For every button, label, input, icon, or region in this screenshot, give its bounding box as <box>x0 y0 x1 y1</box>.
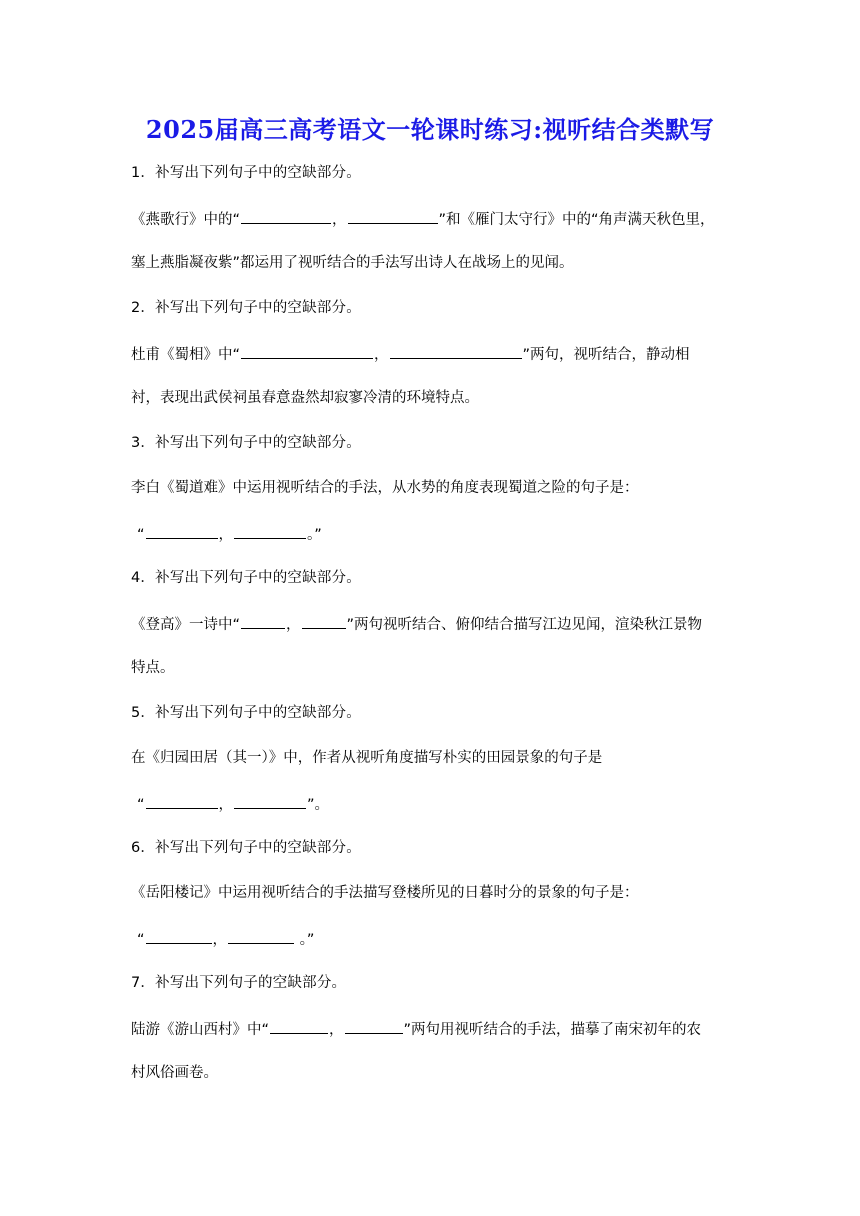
question-7-heading: 7．补写出下列句子的空缺部分。 <box>131 975 347 991</box>
question-3-text-mid: ， <box>218 527 234 543</box>
question-3-text-pre: “ <box>137 527 145 543</box>
question-3-heading: 3．补写出下列句子中的空缺部分。 <box>131 435 361 451</box>
question-5-text-post: ”。 <box>307 797 330 813</box>
question-7-text-pre: 陆游《游山西村》中“ <box>131 1022 270 1038</box>
question-6-heading: 6．补写出下列句子中的空缺部分。 <box>131 840 361 856</box>
question-3-text-line2 <box>137 523 749 545</box>
question-5-heading: 5．补写出下列句子中的空缺部分。 <box>131 705 361 721</box>
blank-field[interactable] <box>241 343 373 359</box>
blank-field[interactable] <box>241 613 285 629</box>
question-2-text-pre: 杜甫《蜀相》中“ <box>131 347 241 363</box>
blank-field[interactable] <box>302 613 346 629</box>
question-6-text-line2 <box>137 928 749 950</box>
question-5-text-line1: 在《归园田居（其一）》中，作者从视听角度描写朴实的田园景象的句子是 <box>131 750 603 766</box>
question-1-text-pre: 《燕歌行》中的“ <box>131 212 241 228</box>
question-6-text-pre: “ <box>137 932 145 948</box>
question-2-text-line2: 衬，表现出武侯祠虽春意盎然却寂寥冷清的环境特点。 <box>131 390 479 406</box>
question-4-text-line2: 特点。 <box>131 660 175 676</box>
blank-field[interactable] <box>241 208 331 224</box>
question-4-heading: 4．补写出下列句子中的空缺部分。 <box>131 570 361 586</box>
question-3-text-line1: 李白《蜀道难》中运用视听结合的手法，从水势的角度表现蜀道之险的句子是： <box>131 480 639 496</box>
question-1-heading: 1．补写出下列句子中的空缺部分。 <box>131 165 361 181</box>
question-3-text-post: 。” <box>307 527 322 543</box>
question-5-text-line2 <box>137 793 749 815</box>
blank-field[interactable] <box>348 208 438 224</box>
question-2-text-post: ”两句，视听结合，静动相 <box>522 347 690 363</box>
question-5-text-pre: “ <box>137 797 145 813</box>
question-2-text-mid: ， <box>374 347 389 363</box>
blank-field[interactable] <box>390 343 522 359</box>
blank-field[interactable] <box>146 523 218 539</box>
blank-field[interactable] <box>234 793 306 809</box>
blank-field[interactable] <box>234 523 306 539</box>
question-4-text-line1 <box>131 613 743 635</box>
question-6-text-mid: ， <box>212 932 228 948</box>
question-4-text-post: ”两句视听结合、俯仰结合描写江边见闻，渲染秋江景物 <box>346 617 703 633</box>
question-4-text-mid: ， <box>286 617 301 633</box>
question-1-text-line1 <box>131 208 743 230</box>
question-5-text-mid: ， <box>218 797 234 813</box>
question-2-text-line1 <box>131 343 743 365</box>
question-7-text-line1 <box>131 1018 743 1040</box>
question-6-text-post: 。” <box>295 932 315 948</box>
question-7-text-line2: 村风俗画卷。 <box>131 1065 218 1081</box>
question-1-text-post: ”和《雁门太守行》中的“角声满天秋色里， <box>438 212 715 228</box>
blank-field[interactable] <box>270 1018 328 1034</box>
page-title: 2025届高三高考语文一轮课时练习:视听结合类默写 <box>145 115 715 144</box>
blank-field[interactable] <box>146 928 212 944</box>
question-1-text-mid: ， <box>332 212 347 228</box>
question-1-text-line2: 塞上燕脂凝夜紫”都运用了视听结合的手法写出诗人在战场上的见闻。 <box>131 255 574 271</box>
blank-field[interactable] <box>345 1018 403 1034</box>
question-6-text-line1: 《岳阳楼记》中运用视听结合的手法描写登楼所见的日暮时分的景象的句子是： <box>131 885 639 901</box>
question-7-text-mid: ， <box>329 1022 344 1038</box>
question-7-text-post: ”两句用视听结合的手法，描摹了南宋初年的农 <box>403 1022 702 1038</box>
blank-field[interactable] <box>228 928 294 944</box>
question-4-text-pre: 《登高》一诗中“ <box>131 617 241 633</box>
blank-field[interactable] <box>146 793 218 809</box>
question-2-heading: 2．补写出下列句子中的空缺部分。 <box>131 300 361 316</box>
